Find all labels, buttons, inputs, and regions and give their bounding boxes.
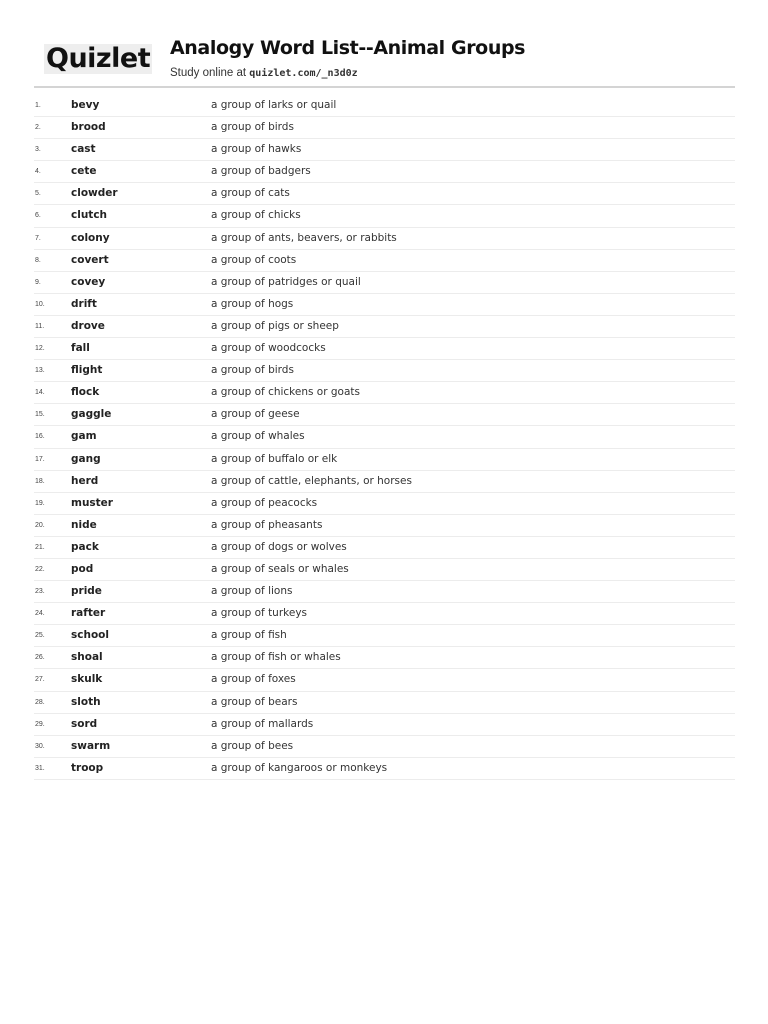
term-number: 20.	[35, 521, 45, 529]
term-number: 12.	[35, 345, 45, 353]
term-definition: a group of birds	[211, 364, 294, 377]
term-number: 17.	[35, 455, 45, 463]
term-row	[34, 714, 735, 736]
term-definition: a group of turkeys	[211, 607, 308, 620]
term-definition: a group of chickens or goats	[211, 386, 360, 399]
term-word: rafter	[71, 607, 106, 620]
term-number: 4.	[35, 168, 41, 176]
term-row	[34, 382, 735, 404]
term-number: 29.	[35, 720, 45, 728]
term-word: drove	[71, 319, 105, 332]
term-definition: a group of fish	[211, 629, 287, 642]
term-row	[34, 316, 735, 338]
term-word: clowder	[71, 187, 118, 200]
term-word: muster	[71, 496, 113, 509]
term-definition: a group of birds	[211, 121, 294, 134]
term-definition: a group of ants, beavers, or rabbits	[211, 231, 397, 244]
term-definition: a group of hogs	[211, 297, 294, 310]
term-row	[34, 250, 735, 272]
term-row	[34, 404, 735, 426]
term-word: school	[71, 629, 109, 642]
term-row	[34, 515, 735, 537]
term-word: brood	[71, 121, 106, 134]
term-word: troop	[71, 761, 104, 774]
term-row	[34, 625, 735, 647]
term-definition: a group of woodcocks	[211, 342, 326, 355]
term-definition: a group of whales	[211, 430, 305, 443]
term-definition: a group of buffalo or elk	[211, 452, 338, 465]
term-row	[34, 294, 735, 316]
term-definition: a group of geese	[211, 408, 300, 421]
term-word: pride	[71, 585, 102, 598]
term-row	[34, 139, 735, 161]
term-number: 21.	[35, 543, 45, 551]
term-number: 6.	[35, 212, 41, 220]
term-definition: a group of bears	[211, 695, 298, 708]
term-row	[34, 493, 735, 515]
study-online-line	[170, 66, 358, 81]
term-number: 9.	[35, 278, 41, 286]
term-number: 28.	[35, 698, 45, 706]
term-row	[34, 758, 735, 780]
term-word: gang	[71, 452, 101, 465]
study-online-label: Study online at	[170, 67, 250, 79]
term-number: 18.	[35, 477, 45, 485]
term-definition: a group of bees	[211, 739, 294, 752]
term-number: 8.	[35, 256, 41, 264]
study-url: quizlet.com/_n3d0z	[249, 68, 358, 79]
term-word: shoal	[71, 651, 103, 664]
term-definition: a group of seals or whales	[211, 562, 349, 575]
term-word: pod	[71, 562, 94, 575]
term-word: flock	[71, 386, 100, 399]
term-word: gam	[71, 430, 97, 443]
term-number: 11.	[35, 322, 45, 330]
term-definition: a group of coots	[211, 253, 297, 266]
term-row	[34, 669, 735, 691]
page-header	[34, 30, 735, 88]
term-word: pack	[71, 540, 99, 553]
term-number: 25.	[35, 632, 45, 640]
term-definition: a group of cats	[211, 187, 290, 200]
term-word: drift	[71, 297, 97, 310]
term-definition: a group of chicks	[211, 209, 301, 222]
term-row	[34, 559, 735, 581]
term-number: 13.	[35, 367, 45, 375]
term-number: 24.	[35, 610, 45, 618]
term-definition: a group of kangaroos or monkeys	[211, 761, 388, 774]
term-number: 23.	[35, 588, 45, 596]
term-row	[34, 449, 735, 471]
term-word: clutch	[71, 209, 108, 222]
term-row	[34, 426, 735, 448]
term-definition: a group of hawks	[211, 143, 302, 156]
term-number: 10.	[35, 300, 45, 308]
term-definition: a group of cattle, elephants, or horses	[211, 474, 412, 487]
term-word: fall	[71, 342, 90, 355]
term-word: sord	[71, 717, 98, 730]
term-row	[34, 647, 735, 669]
term-word: bevy	[71, 99, 100, 111]
term-row	[34, 117, 735, 139]
term-row	[34, 205, 735, 227]
term-row	[34, 338, 735, 360]
page-title: Analogy Word List--Animal Groups	[170, 37, 526, 59]
term-word: nide	[71, 518, 97, 531]
term-row	[34, 603, 735, 625]
term-row	[34, 736, 735, 758]
term-word: covert	[71, 253, 109, 266]
term-definition: a group of larks or quail	[211, 99, 337, 111]
term-definition: a group of fish or whales	[211, 651, 341, 664]
term-number: 19.	[35, 499, 45, 507]
term-list	[34, 95, 735, 780]
term-definition: a group of badgers	[211, 165, 311, 178]
term-number: 7.	[35, 234, 41, 242]
term-word: colony	[71, 231, 110, 244]
term-number: 14.	[35, 389, 45, 397]
term-number: 16.	[35, 433, 45, 441]
term-definition: a group of pigs or sheep	[211, 319, 339, 332]
term-row	[34, 537, 735, 559]
term-row	[34, 471, 735, 493]
term-row	[34, 272, 735, 294]
term-word: cast	[71, 143, 96, 156]
term-word: flight	[71, 364, 103, 377]
term-number: 1.	[35, 102, 41, 109]
term-definition: a group of foxes	[211, 673, 296, 686]
term-word: herd	[71, 474, 99, 487]
term-number: 26.	[35, 654, 45, 662]
term-definition: a group of patridges or quail	[211, 275, 361, 288]
term-number: 2.	[35, 124, 41, 132]
term-number: 30.	[35, 742, 45, 750]
term-number: 31.	[35, 764, 45, 772]
term-row	[34, 581, 735, 603]
term-definition: a group of pheasants	[211, 518, 323, 531]
term-row	[34, 228, 735, 250]
term-word: gaggle	[71, 408, 112, 421]
term-row	[34, 183, 735, 205]
term-word: cete	[71, 165, 97, 178]
term-number: 5.	[35, 190, 41, 198]
term-word: covey	[71, 275, 106, 288]
term-number: 27.	[35, 676, 45, 684]
term-number: 15.	[35, 411, 45, 419]
term-row	[34, 360, 735, 382]
term-number: 3.	[35, 146, 41, 154]
term-word: sloth	[71, 695, 101, 708]
term-number: 22.	[35, 565, 45, 573]
term-row	[34, 692, 735, 714]
term-row	[34, 161, 735, 183]
term-row	[34, 95, 735, 117]
term-word: skulk	[71, 673, 103, 686]
term-definition: a group of dogs or wolves	[211, 540, 347, 553]
term-definition: a group of mallards	[211, 717, 314, 730]
term-definition: a group of peacocks	[211, 496, 318, 509]
quizlet-logo: Quizlet	[46, 43, 151, 74]
term-word: swarm	[71, 739, 111, 752]
term-definition: a group of lions	[211, 585, 293, 598]
